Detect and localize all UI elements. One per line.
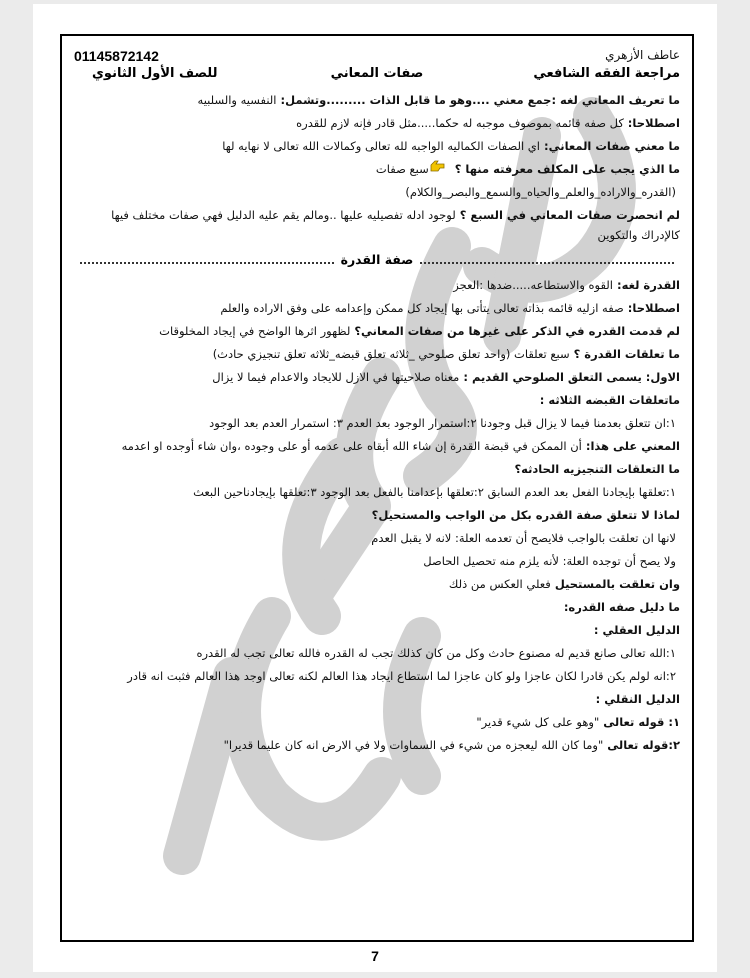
text-line: لم قدمت القدره في الذكر على غيرها من صفات المعاني؟ لظهور اثرها الواضح في إيجاد المخلوقات — [159, 323, 680, 338]
text-line: ١:الله تعالى صانع قديم له مصنوع حادث وكل من كان كذلك تجب له القدره فالله تعالى تجب له القدره — [196, 645, 676, 660]
pointing-hand-icon — [429, 160, 445, 177]
text-line: الدليل العقلي : — [593, 622, 680, 637]
text-line: ١:تعلقها بإيجادنا الفعل بعد العدم السابق ٢:تعلقها بإعدامنا بالفعل بعد الوجود ٣:تعلقها بإيجادناحين البعث — [193, 484, 676, 499]
grade-label: للصف الأول الثانوي — [92, 66, 218, 81]
text-line: الاول: يسمى التعلق الصلوحي القديم : معناه صلاحيتها في الازل للايجاد والاعدام فيما لا يزال — [212, 369, 680, 384]
text-line: اصطلاحا: صفه ازليه قائمه بذاته تعالى يتأتى بها إيجاد كل ممكن وإعدامه على وفق الاراده والعلم — [220, 300, 680, 315]
text-line: ٢:انه لولم يكن قادرا لكان عاجزا ولو كان عاجزا لما استطاع ايجاد هذا العالم لكنه تعالى اوجد هذا العالم فثبت انه قادر — [127, 668, 676, 683]
text-line: اصطلاحا: كل صفه قائمه بموصوف موجبه له حكما.....مثل قادر فإنه لازم للقدره — [296, 115, 680, 130]
text-line: المعني على هذا: أن الممكن في قبضة القدرة إن شاء الله أبقاه على عدمه أو على وجوده ،وان شاء أوجده او اعدمه — [121, 438, 680, 453]
text-line: لم انحصرت صفات المعاني في السبع ؟لوجود ادله تفصيليه عليها ..ومالم يقم عليه الدليل فهي صفات مختلف فيها كالإدراك والتكوين — [111, 208, 680, 242]
text-line: الدليل النقلي : — [595, 691, 680, 706]
text-line: ما تعلقات القدرة ؟ سبع تعلقات (واحد تعلق صلوحي _ثلاثه تعلق قبضه_ثلاثه تعلق تنجيزي حادث) — [212, 346, 680, 361]
text-line: لانها ان تعلقت بالواجب فلايصح أن تعدمه العلة: لانه لا يقبل العدم — [371, 530, 676, 545]
text-line: ماتعلقات القبضه الثلاثه : — [539, 392, 680, 407]
text-line: ما دليل صفه القدره: — [563, 599, 680, 614]
phone-number: 01145872142 — [74, 48, 159, 64]
text-line: ما معني صفات المعاني: اي الصفات الكماليه الواجبه لله تعالى وكمالات الله تعالى لا نهايه لها — [222, 138, 680, 153]
text-line: ما التعلقات التنجيزيه الحادثه؟ — [514, 461, 680, 476]
author-name: عاطف الأزهري — [605, 48, 680, 62]
text-line: ما تعريف المعاني لغه :جمع معني ....وهو ما قابل الذات .........وتشمل: النفسيه والسلبيه — [197, 92, 680, 107]
text-line: ١: قوله تعالى "وهو على كل شيء قدير" — [476, 714, 680, 729]
text-line: ٢:قوله تعالى "وما كان الله ليعجزه من شيء في السماوات ولا في الارض انه كان عليما قديرا" — [223, 737, 680, 752]
document-page — [33, 4, 717, 972]
subject-title: مراجعة الفقه الشافعي — [533, 66, 680, 81]
topic-title: صفات المعاني — [330, 66, 424, 81]
page-number: 7 — [371, 948, 379, 964]
page-frame — [60, 34, 694, 942]
text-line: ١:ان تتعلق بعدمنا فيما لا يزال قبل وجودنا ٢:استمرار الوجود بعد العدم ٣: استمرار العدم بعد الوجود — [209, 415, 676, 430]
text-line: ما الذي يجب على المكلف معرفته منها ؟ سبع صفات — [375, 161, 680, 176]
text-line: (القدره_والاراده_والعلم_والحياه_والسمع_والبصر_والكلام) — [405, 184, 676, 199]
text-line: القدرة لغه: القوه والاستطاعه.....ضدها :العجز — [453, 277, 680, 292]
text-line: وان تعلقت بالمستحيل فعلي العكس من ذلك — [448, 576, 680, 591]
section-heading: صفة القدرة — [72, 245, 682, 273]
text-line: لماذا لا تتعلق صفة القدره بكل من الواجب والمستحيل؟ — [371, 507, 680, 522]
text-line: ولا يصح أن توجده العلة: لأنه يلزم منه تحصيل الحاصل — [423, 553, 676, 568]
